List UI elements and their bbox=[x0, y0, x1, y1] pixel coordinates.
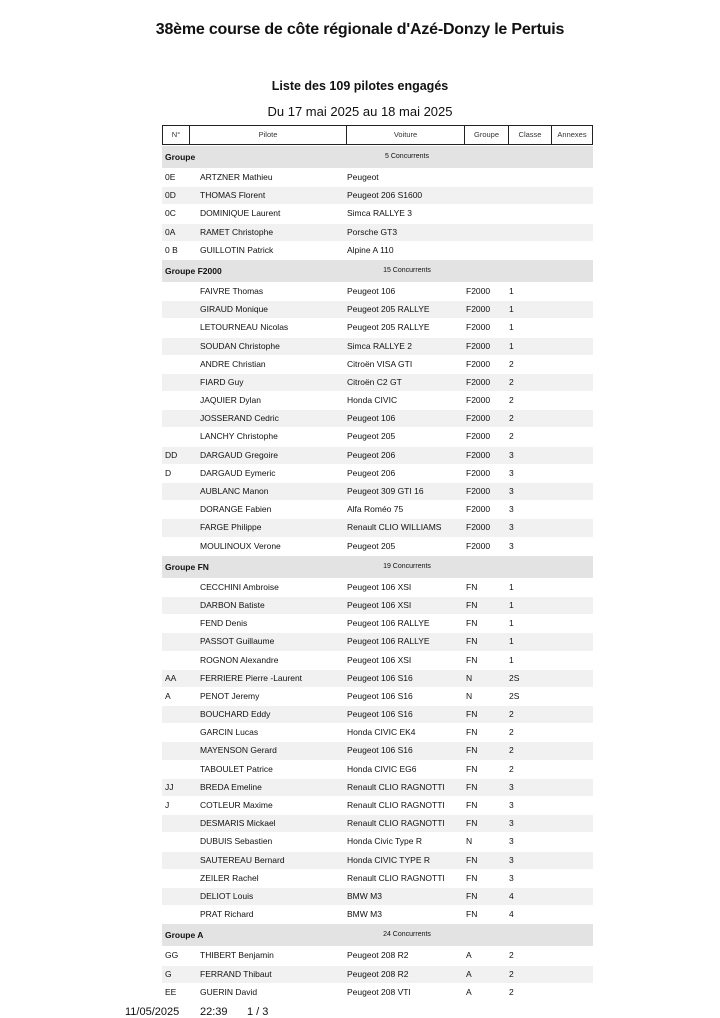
table-row bbox=[162, 338, 593, 356]
header-pilote: Pilote bbox=[189, 126, 346, 144]
cell-groupe: FN bbox=[466, 763, 478, 774]
cell-classe: 1 bbox=[509, 322, 514, 333]
cell-classe: 2 bbox=[509, 968, 514, 979]
cell-voiture: Renault CLIO WILLIAMS bbox=[347, 522, 442, 533]
cell-classe: 1 bbox=[509, 636, 514, 647]
cell-groupe: N bbox=[466, 690, 473, 701]
table-row bbox=[162, 283, 593, 301]
group-header-row bbox=[162, 556, 593, 579]
group-header-row bbox=[162, 146, 593, 169]
cell-classe: 2 bbox=[509, 727, 514, 738]
cell-classe: 3 bbox=[509, 854, 514, 865]
cell-groupe: F2000 bbox=[466, 376, 491, 387]
group-count: 15 Concurrents bbox=[383, 266, 431, 274]
cell-classe: 3 bbox=[509, 486, 514, 496]
cell-pilote: COTLEUR Maxime bbox=[200, 800, 273, 810]
cell-classe: 3 bbox=[509, 872, 514, 883]
cell-groupe: F2000 bbox=[466, 467, 491, 478]
cell-groupe: F2000 bbox=[466, 413, 491, 424]
cell-voiture: Peugeot 106 RALLYE bbox=[347, 618, 430, 629]
cell-voiture: Peugeot 106 S16 bbox=[347, 690, 413, 701]
cell-pilote: MAYENSON Gerard bbox=[200, 745, 277, 756]
cell-groupe: FN bbox=[466, 654, 478, 665]
cell-voiture: Renault CLIO RAGNOTTI bbox=[347, 781, 445, 792]
table-row bbox=[162, 319, 593, 337]
cell-pilote: MOULINOUX Verone bbox=[200, 540, 281, 551]
cell-voiture: Peugeot 205 bbox=[347, 431, 396, 442]
cell-num: 0D bbox=[165, 190, 176, 201]
cell-classe: 2 bbox=[509, 986, 514, 997]
cell-classe: 2 bbox=[509, 950, 514, 961]
table-row bbox=[162, 465, 593, 483]
cell-groupe: N bbox=[466, 836, 473, 847]
cell-num: 0E bbox=[165, 172, 176, 182]
cell-pilote: GARCIN Lucas bbox=[200, 727, 259, 738]
cell-groupe: F2000 bbox=[466, 322, 491, 333]
cell-pilote: CECCHINI Ambroise bbox=[200, 581, 279, 592]
cell-groupe: F2000 bbox=[466, 522, 491, 533]
cell-groupe: F2000 bbox=[466, 449, 491, 460]
cell-pilote: FEND Denis bbox=[200, 618, 248, 629]
cell-pilote: PENOT Jeremy bbox=[200, 690, 260, 701]
cell-groupe: FN bbox=[466, 745, 478, 756]
cell-num: G bbox=[165, 968, 172, 979]
cell-groupe: FN bbox=[466, 800, 478, 810]
table-row bbox=[162, 374, 593, 392]
cell-pilote: LETOURNEAU Nicolas bbox=[200, 322, 289, 333]
group-name: Groupe bbox=[165, 152, 196, 162]
cell-voiture: Honda CIVIC bbox=[347, 395, 398, 406]
cell-voiture: Peugeot 205 RALLYE bbox=[347, 322, 430, 333]
cell-voiture: Simca RALLYE 3 bbox=[347, 208, 413, 219]
cell-groupe: FN bbox=[466, 781, 478, 792]
cell-pilote: FERRAND Thibaut bbox=[200, 968, 272, 979]
table-row bbox=[162, 205, 593, 223]
cell-pilote: FARGE Philippe bbox=[200, 522, 262, 533]
cell-voiture: Honda CIVIC EG6 bbox=[347, 763, 417, 774]
cell-voiture: Peugeot 106 bbox=[347, 413, 396, 424]
table-row bbox=[162, 579, 593, 597]
cell-voiture: Peugeot 208 R2 bbox=[347, 950, 409, 961]
cell-groupe: FN bbox=[466, 854, 478, 865]
cell-groupe: A bbox=[466, 950, 472, 961]
cell-groupe: F2000 bbox=[466, 504, 491, 515]
cell-voiture: Peugeot 106 bbox=[347, 285, 396, 296]
cell-voiture: Peugeot 106 XSI bbox=[347, 581, 412, 592]
table-row bbox=[162, 742, 593, 760]
cell-classe: 3 bbox=[509, 504, 514, 515]
cell-groupe: FN bbox=[466, 727, 478, 738]
cell-groupe: F2000 bbox=[466, 340, 491, 351]
cell-classe: 2 bbox=[509, 413, 514, 424]
footer-time: 22:39 bbox=[200, 1006, 228, 1018]
cell-pilote: THOMAS Florent bbox=[200, 190, 266, 201]
cell-voiture: Alfa Roméo 75 bbox=[347, 504, 404, 515]
table-row bbox=[162, 169, 593, 187]
cell-classe: 1 bbox=[509, 285, 514, 296]
cell-pilote: DORANGE Fabien bbox=[200, 504, 272, 515]
footer-date: 11/05/2025 bbox=[125, 1006, 180, 1018]
cell-pilote: RAMET Christophe bbox=[200, 226, 274, 237]
cell-num: 0C bbox=[165, 208, 176, 219]
cell-voiture: Renault CLIO RAGNOTTI bbox=[347, 872, 445, 883]
cell-pilote: BREDA Emeline bbox=[200, 781, 262, 792]
cell-num: 0 B bbox=[165, 244, 178, 255]
table-row bbox=[162, 852, 593, 870]
cell-groupe: FN bbox=[466, 909, 478, 920]
table-row bbox=[162, 483, 593, 501]
cell-pilote: JOSSERAND Cedric bbox=[200, 413, 279, 424]
cell-voiture: Peugeot 205 RALLYE bbox=[347, 304, 430, 315]
cell-classe: 2S bbox=[509, 672, 520, 683]
cell-voiture: Peugeot 206 S1600 bbox=[347, 190, 423, 201]
document-title: 38ème course de côte régionale d'Azé-Donzy le Pertuis bbox=[155, 21, 565, 38]
cell-classe: 3 bbox=[509, 781, 514, 792]
cell-pilote: AUBLANC Manon bbox=[200, 486, 269, 496]
table-row bbox=[162, 947, 593, 965]
cell-voiture: Citroën VISA GTI bbox=[347, 358, 413, 369]
cell-groupe: A bbox=[466, 986, 472, 997]
table-row bbox=[162, 833, 593, 851]
cell-pilote: DESMARIS Mickael bbox=[200, 818, 276, 829]
cell-voiture: Peugeot 208 VTI bbox=[347, 986, 411, 997]
cell-classe: 2 bbox=[509, 376, 514, 387]
table-row bbox=[162, 187, 593, 205]
cell-num: A bbox=[165, 690, 171, 701]
cell-groupe: F2000 bbox=[466, 395, 491, 406]
event-dates: Du 17 mai 2025 au 18 mai 2025 bbox=[267, 104, 453, 119]
table-row bbox=[162, 356, 593, 374]
table-row bbox=[162, 670, 593, 688]
cell-voiture: Peugeot 106 RALLYE bbox=[347, 636, 430, 647]
cell-classe: 3 bbox=[509, 836, 514, 847]
cell-pilote: ROGNON Alexandre bbox=[200, 654, 279, 665]
cell-voiture: Simca RALLYE 2 bbox=[347, 340, 413, 351]
cell-classe: 1 bbox=[509, 340, 514, 351]
table-row bbox=[162, 410, 593, 428]
cell-voiture: Peugeot 106 XSI bbox=[347, 599, 412, 610]
cell-voiture: Peugeot bbox=[347, 172, 379, 182]
cell-pilote: THIBERT Benjamin bbox=[200, 950, 274, 961]
table-row bbox=[162, 224, 593, 242]
table-row bbox=[162, 301, 593, 319]
table-row bbox=[162, 724, 593, 742]
table-row bbox=[162, 888, 593, 906]
cell-num: AA bbox=[165, 672, 177, 683]
cell-classe: 3 bbox=[509, 467, 514, 478]
cell-groupe: FN bbox=[466, 636, 478, 647]
cell-classe: 4 bbox=[509, 890, 514, 901]
cell-pilote: DUBUIS Sebastien bbox=[200, 836, 273, 847]
table-row bbox=[162, 906, 593, 924]
table-row bbox=[162, 797, 593, 815]
cell-groupe: FN bbox=[466, 872, 478, 883]
header-classe: Classe bbox=[508, 126, 551, 144]
cell-classe: 3 bbox=[509, 800, 514, 810]
cell-groupe: F2000 bbox=[466, 285, 491, 296]
cell-pilote: SAUTEREAU Bernard bbox=[200, 854, 285, 865]
cell-pilote: FIARD Guy bbox=[200, 376, 244, 387]
cell-voiture: Peugeot 208 R2 bbox=[347, 968, 409, 979]
table-row bbox=[162, 761, 593, 779]
cell-pilote: BOUCHARD Eddy bbox=[200, 709, 271, 720]
cell-num: JJ bbox=[165, 781, 174, 792]
cell-pilote: TABOULET Patrice bbox=[200, 763, 273, 774]
cell-classe: 1 bbox=[509, 581, 514, 592]
entries-table bbox=[162, 146, 593, 1002]
group-header-row bbox=[162, 260, 593, 283]
group-name: Groupe F2000 bbox=[165, 265, 222, 276]
cell-pilote: JAQUIER Dylan bbox=[200, 395, 261, 406]
cell-classe: 1 bbox=[509, 618, 514, 629]
table-row bbox=[162, 652, 593, 670]
cell-pilote: DARGAUD Gregoire bbox=[200, 449, 278, 460]
cell-groupe: FN bbox=[466, 599, 478, 610]
cell-voiture: BMW M3 bbox=[347, 890, 382, 901]
cell-classe: 2 bbox=[509, 431, 514, 442]
cell-pilote: DOMINIQUE Laurent bbox=[200, 208, 281, 219]
cell-classe: 1 bbox=[509, 654, 514, 665]
cell-classe: 3 bbox=[509, 522, 514, 533]
group-name: Groupe A bbox=[165, 930, 204, 941]
cell-groupe: FN bbox=[466, 818, 478, 829]
cell-voiture: Peugeot 309 GTI 16 bbox=[347, 486, 424, 496]
cell-pilote: PRAT Richard bbox=[200, 909, 254, 920]
header-annexes: Annexes bbox=[551, 126, 592, 144]
header-groupe: Groupe bbox=[464, 126, 508, 144]
footer-page: 1 / 3 bbox=[247, 1006, 269, 1018]
cell-pilote: FAIVRE Thomas bbox=[200, 285, 264, 296]
cell-pilote: PASSOT Guillaume bbox=[200, 636, 275, 647]
cell-voiture: Alpine A 110 bbox=[347, 244, 394, 255]
cell-voiture: Honda CIVIC EK4 bbox=[347, 727, 416, 738]
table-row bbox=[162, 815, 593, 833]
cell-pilote: ARTZNER Mathieu bbox=[200, 172, 273, 182]
cell-classe: 2 bbox=[509, 395, 514, 406]
cell-groupe: F2000 bbox=[466, 358, 491, 369]
cell-pilote: GUERIN David bbox=[200, 986, 258, 997]
cell-num: EE bbox=[165, 986, 177, 997]
cell-classe: 2 bbox=[509, 745, 514, 756]
cell-groupe: FN bbox=[466, 618, 478, 629]
table-row bbox=[162, 870, 593, 888]
cell-classe: 3 bbox=[509, 818, 514, 829]
cell-voiture: Renault CLIO RAGNOTTI bbox=[347, 800, 445, 810]
table-row bbox=[162, 597, 593, 615]
table-row bbox=[162, 779, 593, 797]
table-row bbox=[162, 633, 593, 651]
cell-voiture: Peugeot 106 XSI bbox=[347, 654, 412, 665]
cell-pilote: DARBON Batiste bbox=[200, 599, 265, 610]
cell-classe: 3 bbox=[509, 540, 514, 551]
cell-classe: 2 bbox=[509, 709, 514, 720]
group-header-row bbox=[162, 924, 593, 947]
cell-pilote: LANCHY Christophe bbox=[200, 431, 278, 442]
cell-voiture: Peugeot 206 bbox=[347, 449, 396, 460]
cell-groupe: N bbox=[466, 672, 473, 683]
cell-pilote: SOUDAN Christophe bbox=[200, 340, 280, 351]
cell-num: D bbox=[165, 467, 172, 478]
cell-voiture: BMW M3 bbox=[347, 909, 382, 920]
cell-voiture: Honda CIVIC TYPE R bbox=[347, 854, 430, 865]
document-subtitle: Liste des 109 pilotes engagés bbox=[271, 79, 449, 93]
cell-classe: 2 bbox=[509, 358, 514, 369]
cell-num: 0A bbox=[165, 226, 176, 237]
cell-voiture: Honda Civic Type R bbox=[347, 836, 422, 847]
cell-groupe: F2000 bbox=[466, 486, 491, 496]
cell-classe: 3 bbox=[509, 449, 514, 460]
group-count: 5 Concurrents bbox=[385, 153, 429, 160]
table-row bbox=[162, 984, 593, 1002]
cell-voiture: Peugeot 106 S16 bbox=[347, 745, 413, 756]
group-count: 19 Concurrents bbox=[383, 562, 431, 570]
cell-groupe: F2000 bbox=[466, 431, 491, 442]
cell-classe: 2S bbox=[509, 690, 520, 701]
table-row bbox=[162, 242, 593, 260]
table-row bbox=[162, 447, 593, 465]
cell-groupe: FN bbox=[466, 890, 478, 901]
cell-pilote: FERRIERE Pierre -Laurent bbox=[200, 672, 303, 683]
cell-classe: 1 bbox=[509, 599, 514, 610]
table-row bbox=[162, 501, 593, 519]
header-num: N° bbox=[171, 130, 181, 139]
cell-pilote: ZEILER Rachel bbox=[200, 872, 259, 883]
cell-groupe: F2000 bbox=[466, 540, 491, 551]
cell-pilote: GUILLOTIN Patrick bbox=[200, 244, 274, 255]
cell-voiture: Porsche GT3 bbox=[347, 226, 398, 237]
cell-pilote: ANDRE Christian bbox=[200, 358, 266, 369]
cell-num: J bbox=[165, 800, 170, 810]
table-row bbox=[162, 519, 593, 537]
cell-voiture: Citroën C2 GT bbox=[347, 376, 402, 387]
group-name: Groupe FN bbox=[165, 561, 209, 572]
group-count: 24 Concurrents bbox=[383, 931, 431, 939]
cell-groupe: F2000 bbox=[466, 304, 491, 315]
header-voiture: Voiture bbox=[346, 126, 464, 144]
cell-groupe: FN bbox=[466, 581, 478, 592]
table-row bbox=[162, 428, 593, 446]
cell-num: GG bbox=[165, 950, 179, 961]
cell-classe: 1 bbox=[509, 304, 514, 315]
cell-pilote: GIRAUD Monique bbox=[200, 304, 269, 315]
cell-classe: 4 bbox=[509, 909, 514, 920]
cell-voiture: Peugeot 106 S16 bbox=[347, 709, 413, 720]
cell-voiture: Peugeot 106 S16 bbox=[347, 672, 413, 683]
table-row bbox=[162, 966, 593, 984]
cell-num: DD bbox=[165, 449, 178, 460]
table-row bbox=[162, 706, 593, 724]
cell-groupe: FN bbox=[466, 709, 478, 720]
table-row bbox=[162, 688, 593, 706]
cell-voiture: Peugeot 206 bbox=[347, 467, 396, 478]
cell-voiture: Renault CLIO RAGNOTTI bbox=[347, 818, 445, 829]
table-row bbox=[162, 615, 593, 633]
cell-pilote: DARGAUD Eymeric bbox=[200, 467, 276, 478]
cell-classe: 2 bbox=[509, 763, 514, 774]
table-row bbox=[162, 538, 593, 556]
cell-groupe: A bbox=[466, 968, 472, 979]
table-header bbox=[162, 125, 593, 145]
table-row bbox=[162, 392, 593, 410]
cell-pilote: DELIOT Louis bbox=[200, 890, 254, 901]
cell-voiture: Peugeot 205 bbox=[347, 540, 396, 551]
